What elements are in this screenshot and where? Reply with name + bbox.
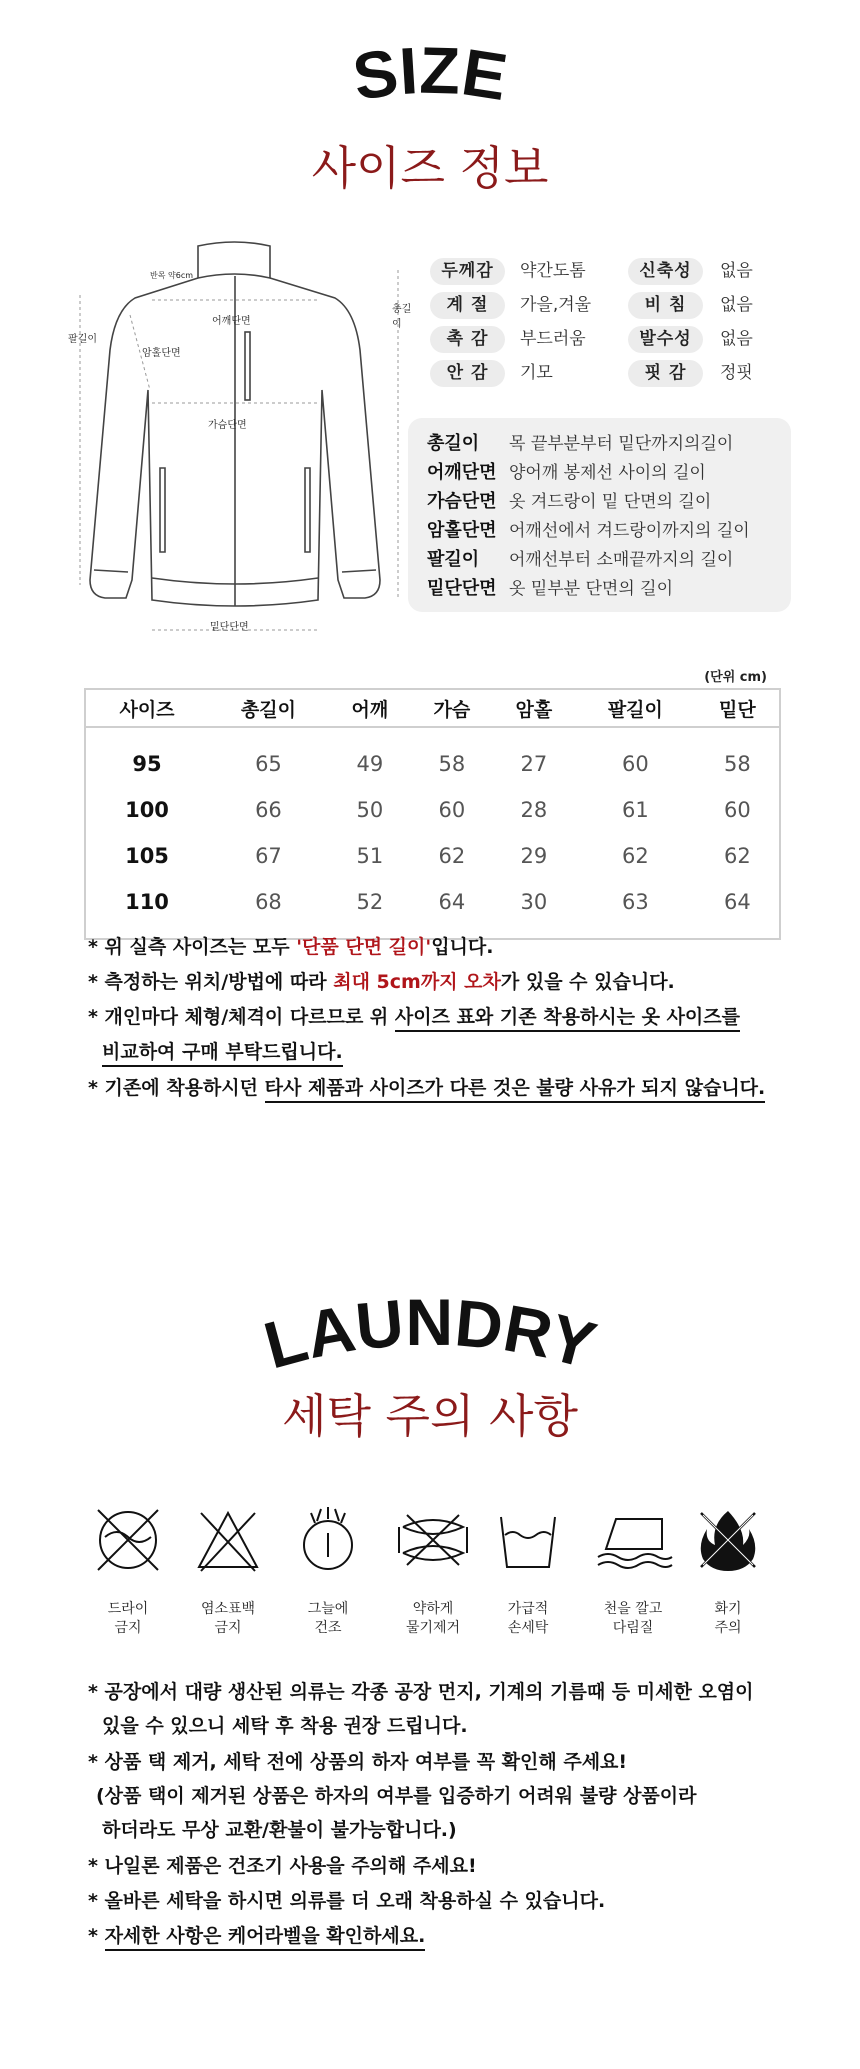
table-cell: 60 — [438, 798, 466, 822]
laundry-note-warning: * 상품 택 제거, 세탁 전에 상품의 하자 여부를 꼭 확인해 주세요! — [88, 1751, 628, 1773]
definition-row: 밑단단면 옷 밑부분 단면의 길이 — [427, 578, 674, 599]
table-cell: 30 — [520, 890, 548, 914]
size-note: * 측정하는 위치/방법에 따라 최대 5cm까지 오차가 있을 수 있습니다. — [88, 971, 675, 993]
column-header: 사이즈 — [85, 689, 208, 727]
laundry-icon-label: 화기 주의 — [714, 1601, 742, 1636]
column-header: 가슴 — [411, 689, 493, 727]
table-cell: 62 — [724, 844, 751, 868]
size-note: * 개인마다 체형/체격이 다르므로 위 사이즈 표와 기존 착용하시는 옷 사이즈를 — [88, 1005, 740, 1029]
chest-label: 가슴단면 — [208, 420, 247, 431]
column-header: 팔길이 — [575, 689, 696, 727]
size-cell: 110 — [125, 890, 169, 914]
table-cell: 58 — [438, 752, 466, 776]
column-header: 밑단 — [696, 689, 780, 727]
table-cell: 67 — [255, 844, 282, 868]
table-cell: 65 — [255, 752, 282, 776]
table-row — [85, 879, 780, 939]
table-cell: 29 — [520, 844, 548, 868]
sleeve-label: 팔길이 — [68, 334, 97, 345]
attr-value: 정핏 — [720, 363, 753, 383]
laundry-title — [230, 1275, 630, 1385]
no-dry-clean-icon — [93, 1505, 163, 1575]
table-cell: 63 — [621, 890, 649, 914]
table-cell: 68 — [255, 890, 282, 914]
svg-text:LAUNDRY: LAUNDRY — [256, 1284, 604, 1383]
laundry-note: * 올바른 세탁을 하시면 의류를 더 오래 착용하실 수 있습니다. — [88, 1890, 606, 1912]
attr-value: 기모 — [520, 363, 553, 383]
table-cell: 60 — [724, 798, 751, 822]
length-label: 총길이 — [392, 304, 412, 330]
laundry-icon-label: 천을 깔고 다림질 — [603, 1601, 663, 1636]
table-cell: 52 — [356, 890, 384, 914]
definition-row: 총길이 목 끝부분부터 밑단까지의길이 — [427, 433, 734, 454]
attr-label: 촉 감 — [430, 326, 505, 353]
table-header-row — [85, 689, 780, 727]
size-cell: 105 — [125, 844, 169, 868]
no-bleach-icon — [193, 1505, 263, 1575]
jacket-outline-icon — [60, 240, 420, 640]
size-cell: 100 — [125, 798, 169, 822]
unit-label: (단위 cm) — [704, 670, 767, 685]
laundry-note: 있을 수 있으니 세탁 후 착용 권장 드립니다. — [102, 1715, 468, 1737]
flammable-icon — [693, 1505, 763, 1575]
shade-dry-icon — [293, 1505, 363, 1575]
table-cell: 60 — [621, 752, 649, 776]
hand-wash-icon — [493, 1505, 563, 1575]
table-row — [85, 727, 780, 787]
attr-value: 없음 — [720, 261, 753, 281]
column-header: 총길이 — [208, 689, 329, 727]
laundry-note: * 공장에서 대량 생산된 의류는 각종 공장 먼지, 기계의 기름때 등 미세한 오염이 — [88, 1681, 754, 1703]
size-note: 비교하여 구매 부탁드립니다. — [102, 1040, 343, 1064]
svg-text:SIZE: SIZE — [347, 32, 513, 115]
attr-label: 핏 감 — [628, 360, 703, 387]
laundry-icon-label: 드라이 금지 — [107, 1601, 149, 1636]
attr-label: 안 감 — [430, 360, 505, 387]
table-cell: 62 — [621, 844, 649, 868]
laundry-icon-label: 약하게 물기제거 — [405, 1601, 461, 1636]
table-cell: 51 — [356, 844, 384, 868]
laundry-icon-label: 염소표백 금지 — [200, 1601, 256, 1636]
column-header: 암홀 — [493, 689, 575, 727]
table-cell: 62 — [438, 844, 466, 868]
table-cell: 61 — [621, 798, 649, 822]
table-cell: 27 — [520, 752, 548, 776]
definition-row: 어깨단면 양어깨 봉제선 사이의 길이 — [427, 462, 706, 483]
size-cell: 95 — [132, 752, 162, 776]
attr-value: 없음 — [720, 329, 753, 349]
table-row — [85, 787, 780, 833]
attr-label: 계 절 — [430, 292, 505, 319]
definition-row: 가슴단면 옷 겨드랑이 밑 단면의 길이 — [427, 491, 712, 512]
attr-value: 없음 — [720, 295, 753, 315]
table-row — [85, 833, 780, 879]
table-cell: 49 — [356, 752, 384, 776]
laundry-note-warning: * 나일론 제품은 건조기 사용을 주의해 주세요! — [88, 1855, 477, 1877]
column-header: 어깨 — [329, 689, 411, 727]
laundry-note: (상품 택이 제거된 상품은 하자의 여부를 입증하기 어려워 불량 상품이라 — [96, 1785, 697, 1807]
definition-row: 팔길이 어깨선부터 소매끝까지의 길이 — [427, 549, 734, 570]
shoulder-label: 어깨단면 — [212, 316, 251, 327]
attr-label: 두께감 — [430, 258, 505, 285]
armhole-label: 암홀단면 — [142, 348, 181, 359]
table-cell: 50 — [356, 798, 384, 822]
table-cell: 58 — [724, 752, 751, 776]
iron-with-cloth-icon — [588, 1505, 678, 1575]
size-table — [84, 688, 781, 940]
collar-label: 반목 약6cm — [150, 271, 194, 280]
definition-row: 암홀단면 어깨선에서 겨드랑이까지의 길이 — [427, 520, 750, 541]
garment-diagram — [60, 240, 420, 640]
laundry-subtitle: 세탁 주의 사항 — [282, 1389, 578, 1443]
no-wring-icon — [393, 1505, 473, 1575]
table-cell: 66 — [255, 798, 282, 822]
hem-label: 밑단단면 — [210, 622, 249, 633]
attr-label: 신축성 — [628, 258, 703, 285]
size-note: * 기존에 착용하시던 타사 제품과 사이즈가 다른 것은 불량 사유가 되지 않습니다. — [88, 1076, 765, 1100]
table-cell: 28 — [520, 798, 548, 822]
attr-value: 약간도톰 — [520, 261, 586, 281]
attr-label: 비 침 — [628, 292, 703, 319]
size-title — [300, 30, 560, 120]
size-note: * 위 실측 사이즈는 모두 '단품 단면 길이'입니다. — [88, 936, 494, 958]
attr-value: 부드러움 — [520, 329, 586, 349]
laundry-icon-label: 가급적 손세탁 — [507, 1601, 549, 1636]
attr-label: 발수성 — [628, 326, 703, 353]
laundry-note: 하더라도 무상 교환/환불이 불가능합니다.) — [102, 1819, 457, 1841]
table-cell: 64 — [438, 890, 466, 914]
laundry-note: * 자세한 사항은 케어라벨을 확인하세요. — [88, 1924, 425, 1948]
size-subtitle: 사이즈 정보 — [311, 141, 549, 195]
laundry-icon-label: 그늘에 건조 — [307, 1601, 349, 1636]
table-cell: 64 — [724, 890, 751, 914]
attr-value: 가을,겨울 — [520, 295, 592, 315]
